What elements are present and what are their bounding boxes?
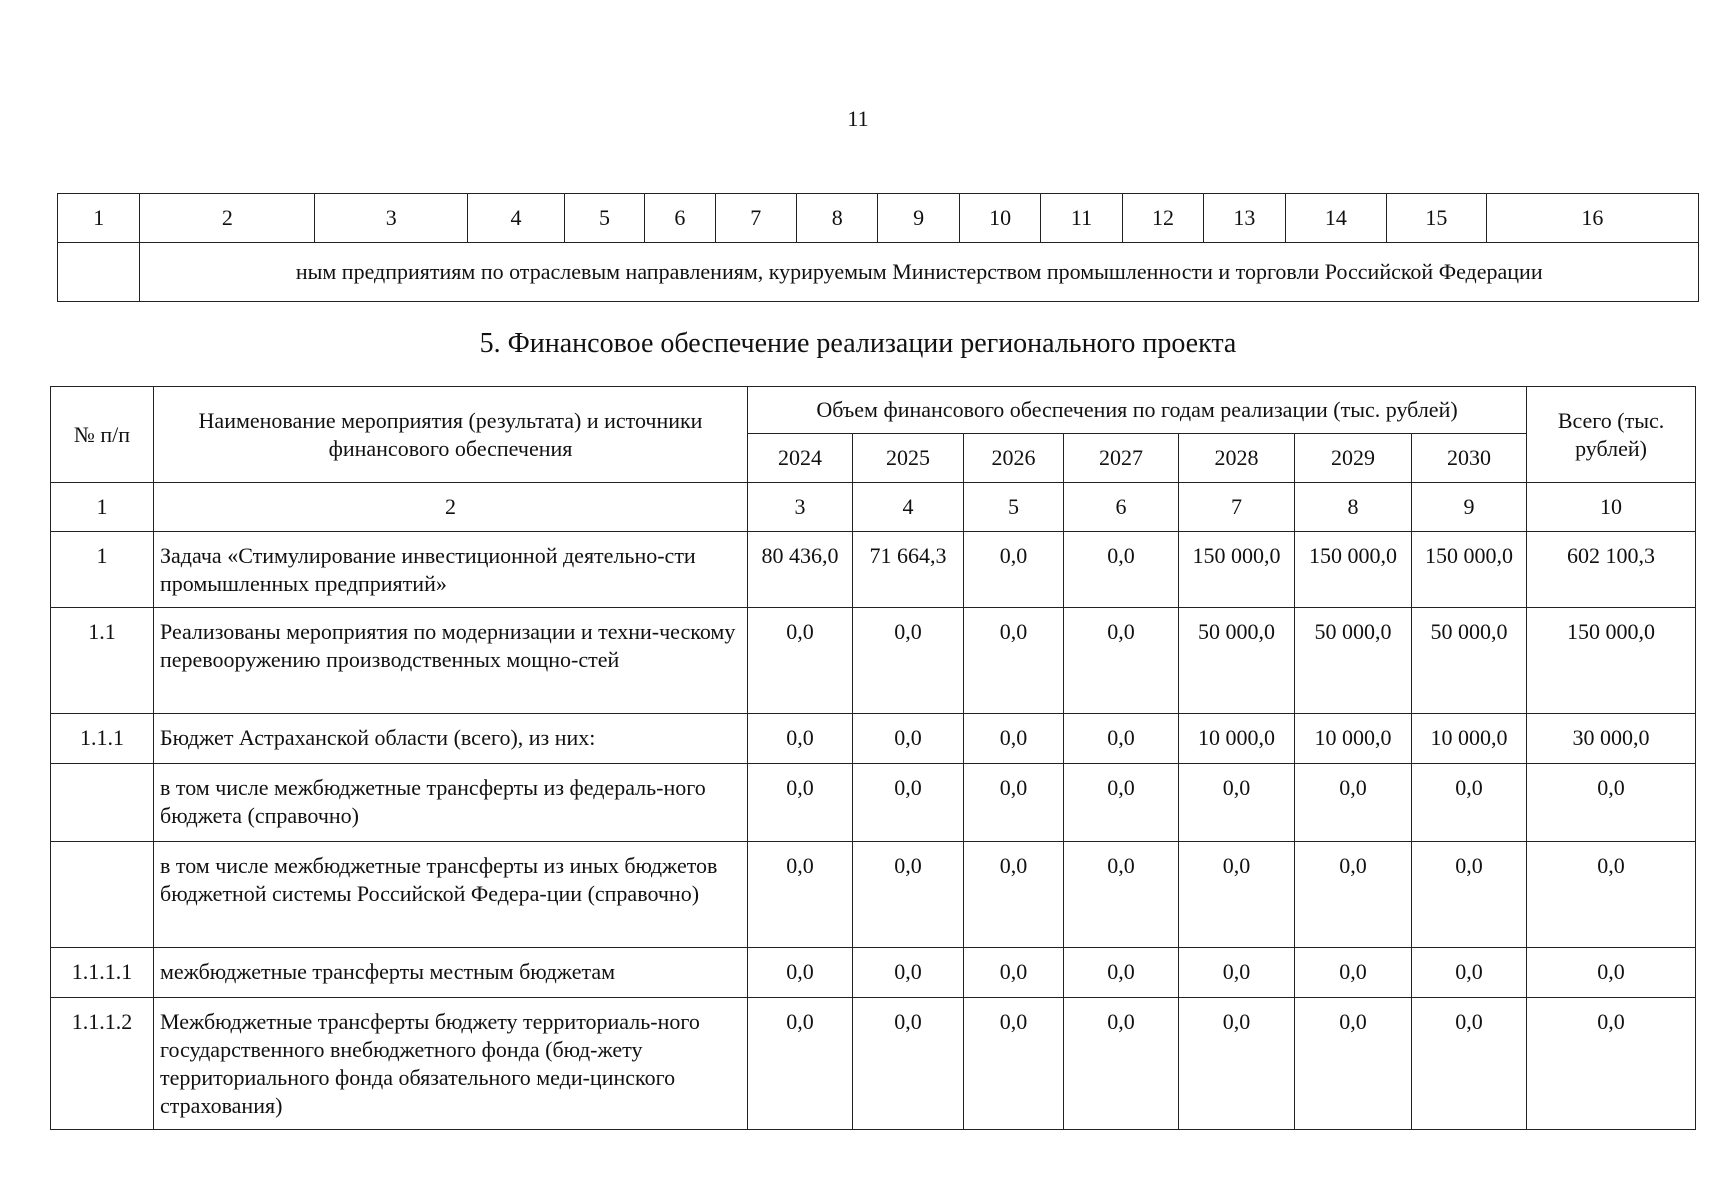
total-cell: 0,0 [1527, 998, 1696, 1130]
value-cell: 0,0 [1295, 998, 1412, 1130]
column-number: 16 [1486, 194, 1698, 243]
row-code: 1.1.1.1 [51, 948, 154, 998]
value-cell: 10 000,0 [1179, 714, 1295, 764]
value-cell: 0,0 [748, 948, 853, 998]
row-code: 1.1.1.2 [51, 998, 154, 1130]
value-cell: 0,0 [1412, 948, 1527, 998]
header-year: 2028 [1179, 434, 1295, 483]
value-cell: 0,0 [964, 842, 1064, 948]
value-cell: 0,0 [1412, 842, 1527, 948]
column-index: 10 [1527, 483, 1696, 532]
header-num: № п/п [51, 387, 154, 483]
header-year: 2027 [1064, 434, 1179, 483]
value-cell: 0,0 [1412, 764, 1527, 842]
value-cell: 0,0 [964, 948, 1064, 998]
row-name: в том числе межбюджетные трансферты из федераль-ного бюджета (справочно) [154, 764, 748, 842]
column-number: 15 [1387, 194, 1487, 243]
continuation-table [57, 193, 1699, 302]
value-cell: 0,0 [1064, 764, 1179, 842]
header-year: 2025 [853, 434, 964, 483]
value-cell: 0,0 [964, 714, 1064, 764]
value-cell: 150 000,0 [1295, 532, 1412, 608]
value-cell: 0,0 [748, 764, 853, 842]
value-cell: 0,0 [853, 842, 964, 948]
value-cell: 0,0 [1064, 842, 1179, 948]
column-index: 8 [1295, 483, 1412, 532]
column-number: 14 [1285, 194, 1387, 243]
value-cell: 0,0 [748, 608, 853, 714]
header-total: Всего (тыс. рублей) [1527, 387, 1696, 483]
value-cell: 0,0 [853, 714, 964, 764]
value-cell: 0,0 [964, 532, 1064, 608]
value-cell: 0,0 [1295, 764, 1412, 842]
continuation-row [58, 243, 1699, 302]
value-cell: 50 000,0 [1412, 608, 1527, 714]
value-cell: 80 436,0 [748, 532, 853, 608]
table-row [51, 948, 1696, 998]
header-group: Объем финансового обеспечения по годам реализации (тыс. рублей) [748, 387, 1527, 434]
row-code: 1.1.1 [51, 714, 154, 764]
page-number: 11 [847, 106, 869, 131]
column-number: 13 [1204, 194, 1285, 243]
value-cell: 0,0 [1179, 948, 1295, 998]
total-cell: 602 100,3 [1527, 532, 1696, 608]
value-cell: 0,0 [1412, 998, 1527, 1130]
column-index: 9 [1412, 483, 1527, 532]
header-year: 2030 [1412, 434, 1527, 483]
finance-table [50, 386, 1696, 1130]
row-code: 1 [51, 532, 154, 608]
total-cell: 150 000,0 [1527, 608, 1696, 714]
header-row [51, 387, 1696, 434]
total-cell: 0,0 [1527, 842, 1696, 948]
value-cell: 150 000,0 [1179, 532, 1295, 608]
column-index: 1 [51, 483, 154, 532]
value-cell: 0,0 [964, 764, 1064, 842]
value-cell: 0,0 [748, 714, 853, 764]
column-index: 7 [1179, 483, 1295, 532]
column-index: 3 [748, 483, 853, 532]
row-name: Межбюджетные трансферты бюджету территориаль-ного государственного внебюджетного фонда (бюд-жету территориального фонда обязательного меди-цинского страхования) [154, 998, 748, 1130]
header-year: 2026 [964, 434, 1064, 483]
value-cell: 0,0 [748, 998, 853, 1130]
column-number: 9 [878, 194, 959, 243]
column-number: 1 [58, 194, 140, 243]
column-number: 3 [315, 194, 468, 243]
column-index: 4 [853, 483, 964, 532]
column-number: 11 [1041, 194, 1122, 243]
value-cell: 0,0 [1064, 714, 1179, 764]
value-cell: 0,0 [1179, 764, 1295, 842]
total-cell: 0,0 [1527, 948, 1696, 998]
column-index: 5 [964, 483, 1064, 532]
column-number: 8 [796, 194, 877, 243]
value-cell: 0,0 [1295, 948, 1412, 998]
value-cell: 50 000,0 [1295, 608, 1412, 714]
table-row [51, 532, 1696, 608]
value-cell: 0,0 [1295, 842, 1412, 948]
row-code [51, 764, 154, 842]
table-row [51, 764, 1696, 842]
column-index: 2 [154, 483, 748, 532]
column-number: 12 [1122, 194, 1203, 243]
column-number: 5 [564, 194, 644, 243]
row-name: Задача «Стимулирование инвестиционной деятельно-сти промышленных предприятий» [154, 532, 748, 608]
value-cell: 0,0 [853, 764, 964, 842]
section-title: 5. Финансовое обеспечение реализации регионального проекта [479, 328, 1237, 359]
value-cell: 0,0 [1179, 842, 1295, 948]
value-cell: 0,0 [964, 998, 1064, 1130]
table-row [51, 714, 1696, 764]
row-name: Реализованы мероприятия по модернизации и техни-ческому перевооружению производственных мощно-стей [154, 608, 748, 714]
column-index: 6 [1064, 483, 1179, 532]
table-row [51, 998, 1696, 1130]
column-number: 10 [959, 194, 1040, 243]
value-cell: 10 000,0 [1295, 714, 1412, 764]
row-name: межбюджетные трансферты местным бюджетам [154, 948, 748, 998]
value-cell: 71 664,3 [853, 532, 964, 608]
continuation-text: ным предприятиям по отраслевым направлениям, курируемым Министерством промышленности и торговли Российской Федерации [140, 243, 1699, 302]
row-name: Бюджет Астраханской области (всего), из них: [154, 714, 748, 764]
value-cell: 0,0 [1064, 998, 1179, 1130]
column-number: 2 [140, 194, 315, 243]
value-cell: 0,0 [1064, 948, 1179, 998]
column-index-row [51, 483, 1696, 532]
value-cell: 0,0 [1064, 608, 1179, 714]
value-cell: 0,0 [1064, 532, 1179, 608]
empty-cell [58, 243, 140, 302]
table-row [51, 842, 1696, 948]
column-number: 7 [715, 194, 796, 243]
header-year: 2024 [748, 434, 853, 483]
header-year: 2029 [1295, 434, 1412, 483]
column-number-row [58, 194, 1699, 243]
value-cell: 0,0 [1179, 998, 1295, 1130]
value-cell: 10 000,0 [1412, 714, 1527, 764]
column-number: 4 [468, 194, 565, 243]
row-name: в том числе межбюджетные трансферты из иных бюджетов бюджетной системы Российской Федера-ции (справочно) [154, 842, 748, 948]
header-name: Наименование мероприятия (результата) и источники финансового обеспечения [154, 387, 748, 483]
row-code [51, 842, 154, 948]
value-cell: 0,0 [853, 998, 964, 1130]
value-cell: 0,0 [964, 608, 1064, 714]
row-code: 1.1 [51, 608, 154, 714]
total-cell: 30 000,0 [1527, 714, 1696, 764]
value-cell: 150 000,0 [1412, 532, 1527, 608]
column-number: 6 [645, 194, 715, 243]
table-row [51, 608, 1696, 714]
value-cell: 0,0 [748, 842, 853, 948]
value-cell: 0,0 [853, 608, 964, 714]
total-cell: 0,0 [1527, 764, 1696, 842]
value-cell: 0,0 [853, 948, 964, 998]
value-cell: 50 000,0 [1179, 608, 1295, 714]
